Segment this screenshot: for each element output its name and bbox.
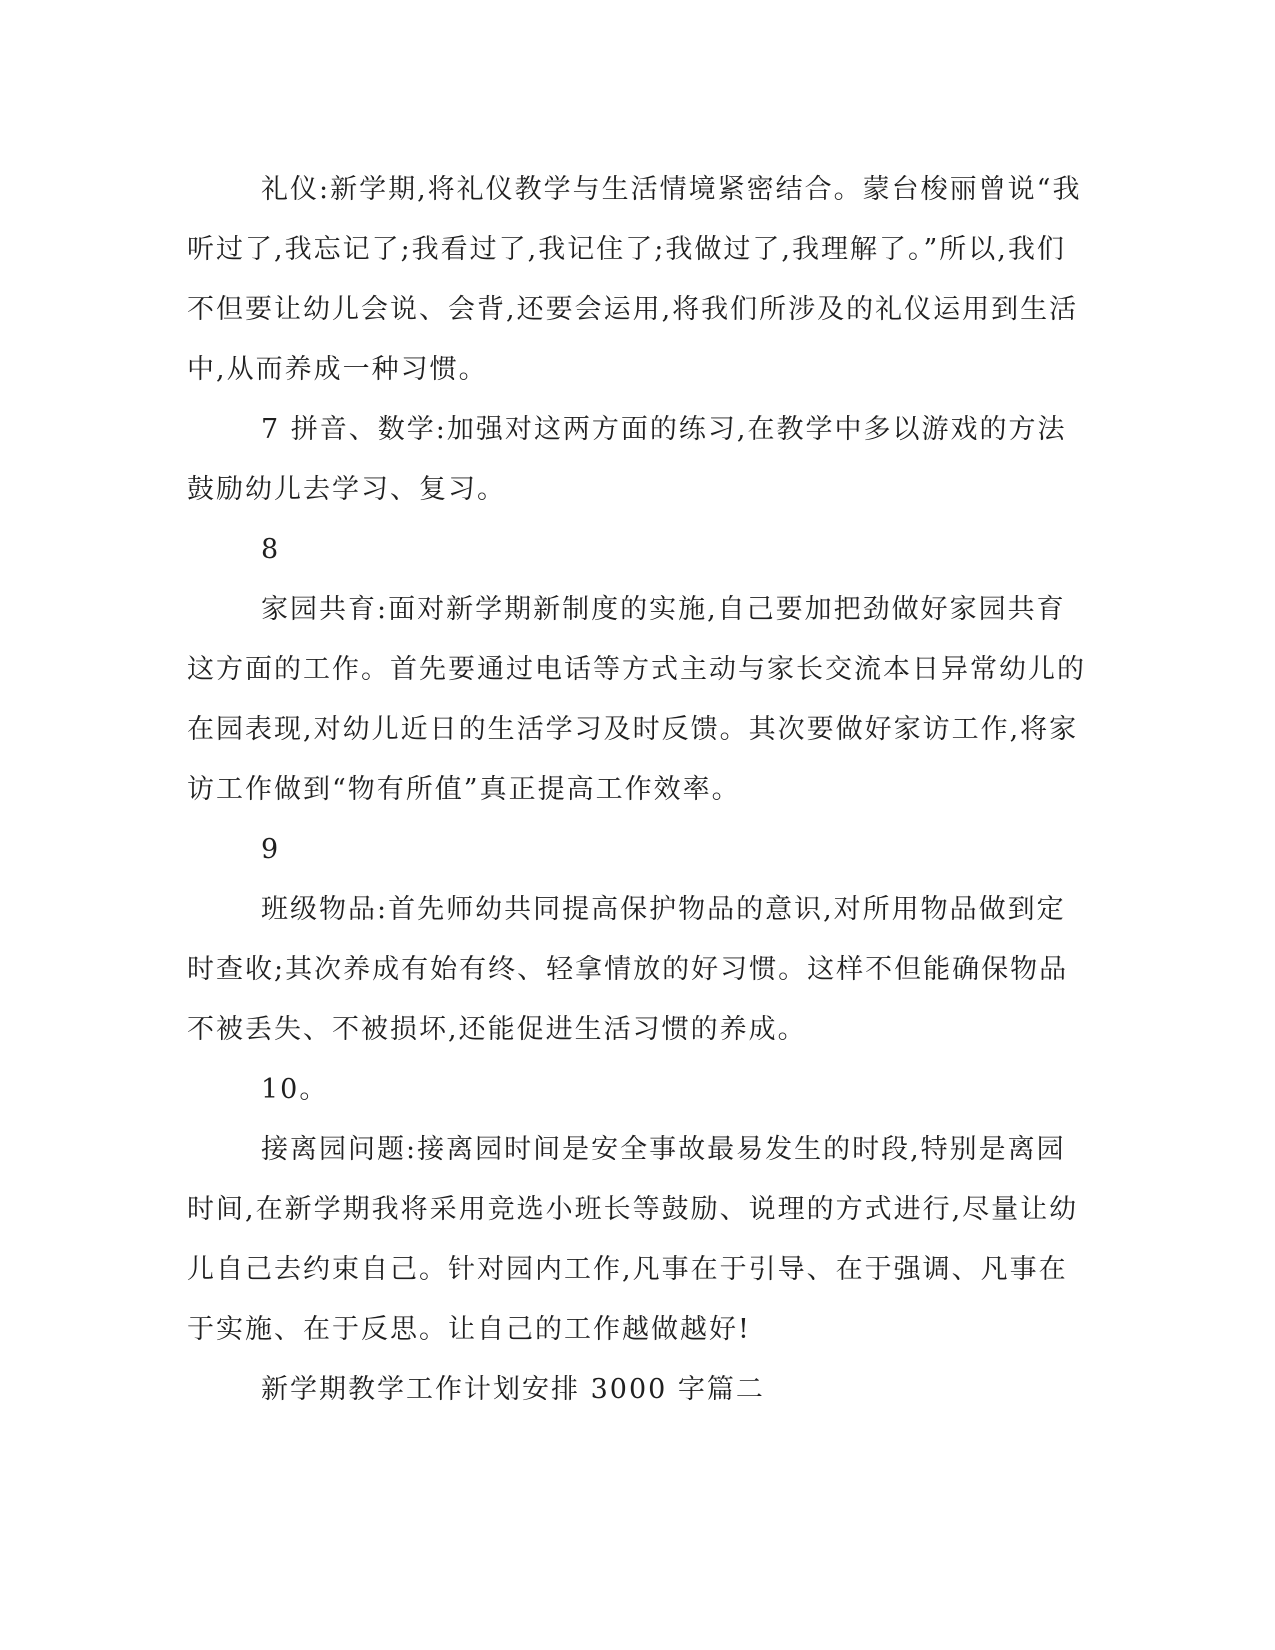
document-body xyxy=(187,160,1087,1420)
paragraph-class-items: 班级物品:首先师幼共同提高保护物品的意识,对所用物品做到定时查收;其次养成有始有终、轻拿情放的好习惯。这样不但能确保物品不被丢失、不被损坏,还能促进生活习惯的养成。 xyxy=(187,894,1069,1045)
paragraph-pinyin-math: 7 拼音、数学:加强对这两方面的练习,在教学中多以游戏的方法鼓励幼儿去学习、复习。 xyxy=(187,414,1067,505)
paragraph-home-school: 家园共育:面对新学期新制度的实施,自己要加把劲做好家园共育这方面的工作。首先要通过电话等方式主动与家长交流本日异常幼儿的在园表现,对幼儿近日的生活学习及时反馈。其次要做好家访工作,将家访工作做到“物有所值”真正提高工作效率。 xyxy=(187,594,1086,805)
paragraph-number-8: 8 xyxy=(261,534,281,565)
section-heading: 新学期教学工作计划安排 3000 字篇二 xyxy=(261,1374,765,1405)
paragraph-number-9: 9 xyxy=(261,834,281,865)
paragraph-number-10: 10。 xyxy=(261,1074,329,1105)
paragraph-pickup: 接离园问题:接离园时间是安全事故最易发生的时段,特别是离园时间,在新学期我将采用竞选小班长等鼓励、说理的方式进行,尽量让幼儿自己去约束自己。针对园内工作,凡事在于引导、在于强调、凡事在于实施、在于反思。让自己的工作越做越好! xyxy=(187,1134,1079,1345)
paragraph-etiquette: 礼仪:新学期,将礼仪教学与生活情境紧密结合。蒙台梭丽曾说“我听过了,我忘记了;我看过了,我记住了;我做过了,我理解了。”所以,我们不但要让幼儿会说、会背,还要会运用,将我们所涉及的礼仪运用到生活中,从而养成一种习惯。 xyxy=(187,174,1082,385)
